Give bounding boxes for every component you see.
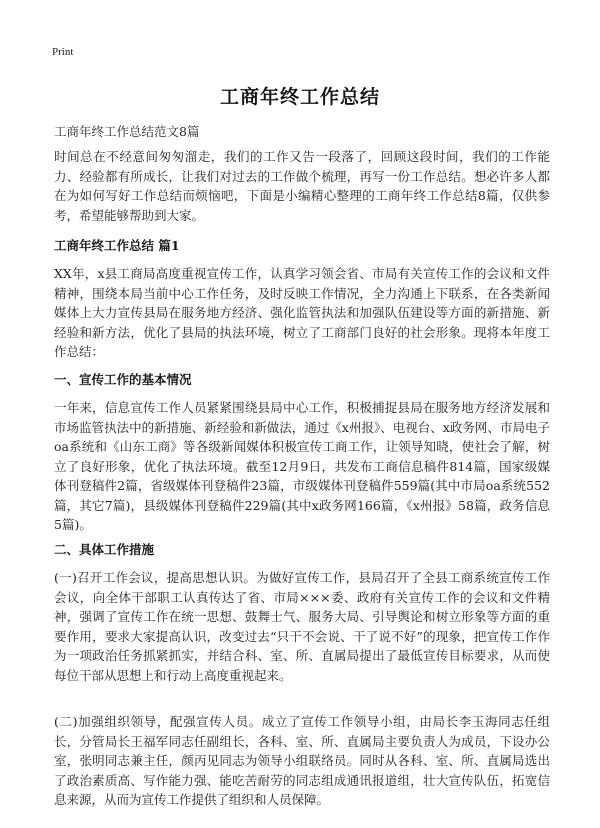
- measure2-paragraph: (二)加强组织领导，配强宣传人员。成立了宣传工作领导小组，由局长李玉海同志任组长，分管局长王福军同志任副组长，各科、室、所、直属局主要负责人为成员，下设办公室，张明同志兼主任，颜丙见同志为领导小组联络员。同时从各科、室、所、直属局选出了政治素质高、写作能力强、能吃苦耐劳的同志组成通讯报道组，壮大宣传队伍，拓宽信息来源，从而为宣传工作提供了组织和人员保障。: [54, 714, 550, 807]
- section1-heading: 工商年终工作总结 篇1: [54, 238, 180, 253]
- page-title: 工商年终工作总结: [219, 86, 380, 108]
- basic-situation-heading: 一、宣传工作的基本情况: [54, 372, 192, 387]
- basic-situation-paragraph: 一年来，信息宣传工作人员紧紧围绕县局中心工作，积极捕捉县局在服务地方经济发展和市场监管执法中的新措施、新经验和新做法，通过《x州报》、电视台、x政务网、市局电子oa系统和《山东工商》等各级新闻媒体积极宣传工商工作，让领导知晓，使社会了解，树立了良好形象，优化了执法环境。截至12月9日，共发布工商信息稿件814篇，国家级媒体刊登稿件2篇，省级媒体刊登稿件23篇，市级媒体刊登稿件559篇(其中市局oa系统552篇，其它7篇)，县级媒体刊登稿件229篇(其中x政务网166篇，《x州报》58篇，政务信息5篇)。: [54, 400, 550, 532]
- measure1-paragraph: (一)召开工作会议，提高思想认识。为做好宣传工作，县局召开了全县工商系统宣传工作会议，向全体干部职工认真传达了省、市局×××委、政府有关宣传工作的会议和文件精神，强调了宣传工作在统一思想、鼓舞士气、服务大局、引导舆论和树立形象等方面的重要作用，要求大家提高认识，改变过去“只干不会说、干了说不好”的现象，把宣传工作作为一项政治任务抓紧抓实，并结合科、室、所、直属局提出了最低宣传目标要求，从而使每位干部从思想上和行动上高度重视起来。: [54, 570, 550, 683]
- measures-heading: 二、具体工作措施: [54, 542, 155, 557]
- document-subtitle: 工商年终工作总结范文8篇: [54, 124, 200, 139]
- print-link[interactable]: Print: [52, 46, 74, 58]
- intro-paragraph: 时间总在不经意间匆匆溜走，我们的工作又告一段落了，回顾这段时间，我们的工作能力、经验都有所成长，让我们对过去的工作做个梳理，再写一份工作总结。想必许多人都在为如何写好工作总结而烦恼吧，下面是小编精心整理的工商年终工作总结8篇，仅供参考，希望能够帮助到大家。: [54, 149, 550, 223]
- section1-paragraph: XX年，x县工商局高度重视宣传工作，认真学习领会省、市局有关宣传工作的会议和文件精神，围绕本局当前中心工作任务，及时反映工作情况，全力沟通上下联系，在各类新闻媒体上大力宣传县局在服务地方经济、强化监管执法和加强队伍建设等方面的新措施、新经验和新方法，优化了县局的执法环境，树立了工商部门良好的社会形象。现将本年度工作总结：: [54, 266, 550, 359]
